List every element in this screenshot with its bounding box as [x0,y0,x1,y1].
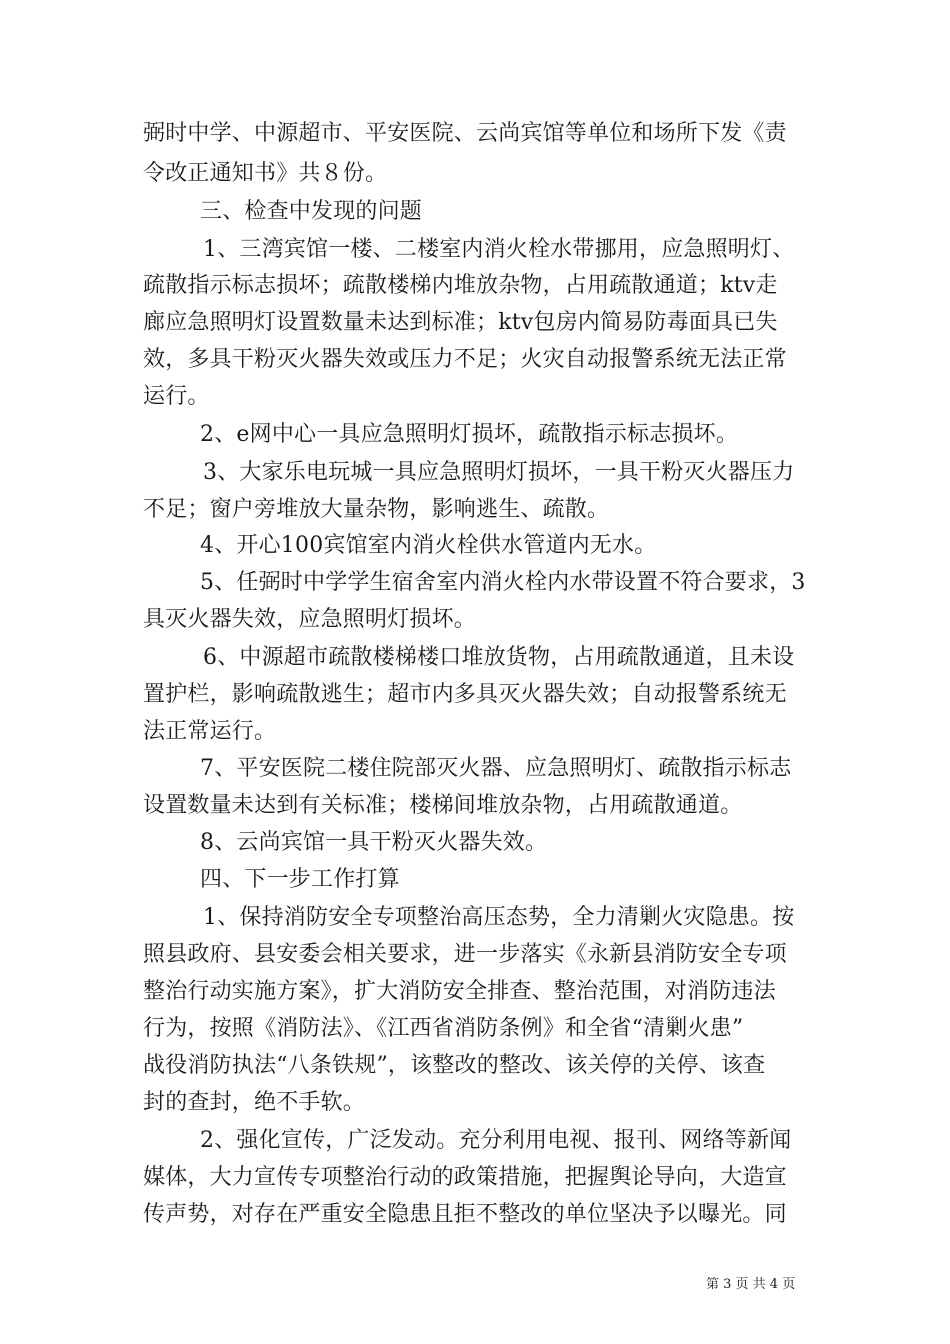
text-line: 媒体，大力宣传专项整治行动的政策措施，把握舆论导向，大造宣 [143,1165,787,1190]
text-line: 传声势，对存在严重安全隐患且拒不整改的单位坚决予以曝光。同 [143,1202,787,1227]
text-line: 战役消防执法“八条铁规”，该整改的整改、该关停的关停、该查 [143,1053,766,1078]
text-line: 不足；窗户旁堆放大量杂物，影响逃生、疏散。 [143,497,610,522]
text-line: 置护栏，影响疏散逃生；超市内多具灭火器失效；自动报警系统无 [143,682,787,707]
text-line: 疏散指示标志损坏；疏散楼梯内堆放杂物，占用疏散通道；ktv走 [143,273,778,298]
text-line: 6、中源超市疏散楼梯楼口堆放货物，占用疏散通道，且未设 [203,645,795,670]
section-heading: 三、检查中发现的问题 [200,199,423,224]
text-line: 具灭火器失效，应急照明灯损坏。 [143,607,477,632]
text-line: 1、三湾宾馆一楼、二楼室内消火栓水带挪用，应急照明灯、 [203,237,795,262]
text-line: 8、云尚宾馆一具干粉灭火器失效。 [200,830,548,855]
text-line: 1、保持消防安全专项整治高压态势，全力清剿火灾隐患。按 [203,905,795,930]
text-line: 照县政府、县安委会相关要求，进一步落实《永新县消防安全专项 [143,942,787,967]
page-number-footer: 第 3 页 共 4 页 [706,1277,796,1292]
section-heading: 四、下一步工作打算 [200,867,400,892]
text-line: 法正常运行。 [143,719,277,744]
text-line: 廊应急照明灯设置数量未达到标准；ktv包房内简易防毒面具已失 [143,310,778,335]
text-line: 5、任弼时中学学生宿舍室内消火栓内水带设置不符合要求，3 [200,570,806,595]
text-line: 整治行动实施方案》，扩大消防安全排查、整治范围，对消防违法 [143,979,776,1004]
text-line: 4、开心100宾馆室内消火栓供水管道内无水。 [200,533,657,558]
text-line: 行为，按照《消防法》、《江西省消防条例》和全省“清剿火患” [143,1016,744,1041]
text-line: 2、e网中心一具应急照明灯损坏，疏散指示标志损坏。 [200,422,739,447]
text-line: 封的查封，绝不手软。 [143,1090,366,1115]
text-line: 2、强化宣传，广泛发动。充分利用电视、报刊、网络等新闻 [200,1128,792,1153]
text-line: 效，多具干粉灭火器失效或压力不足；火灾自动报警系统无法正常 [143,347,787,372]
text-line: 设置数量未达到有关标准；楼梯间堆放杂物，占用疏散通道。 [143,793,743,818]
text-line: 7、平安医院二楼住院部灭火器、应急照明灯、疏散指示标志 [200,756,792,781]
text-line: 3、大家乐电玩城一具应急照明灯损坏，一具干粉灭火器压力 [203,460,795,485]
text-line: 弼时中学、中源超市、平安医院、云尚宾馆等单位和场所下发《责 [143,121,787,146]
text-line: 运行。 [143,384,210,409]
text-line: 令改正通知书》共８份。 [143,161,388,186]
